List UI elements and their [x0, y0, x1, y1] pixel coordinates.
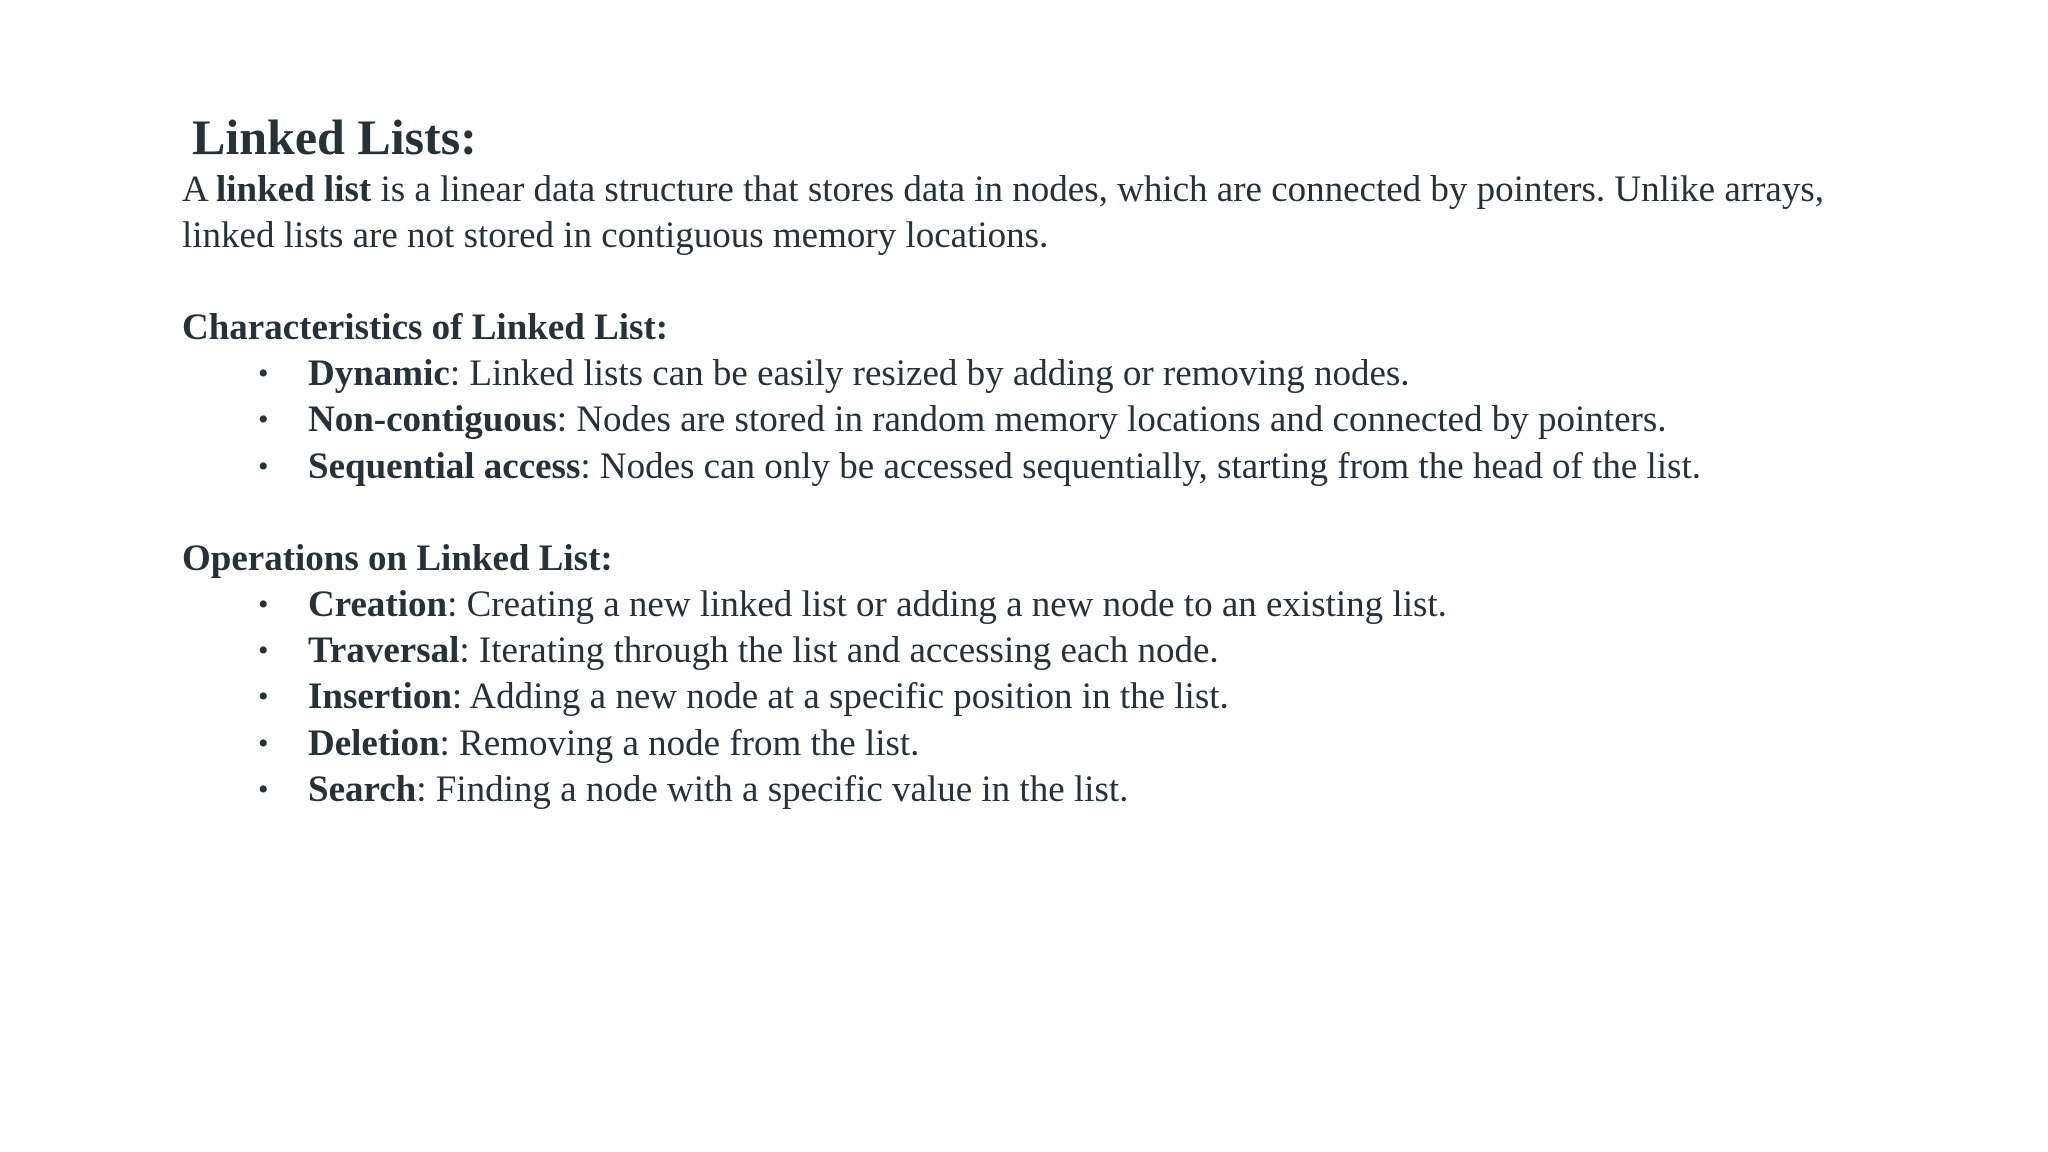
bullet-icon: •: [258, 773, 269, 807]
item-term: Search: [308, 769, 417, 811]
item-term: Creation: [308, 583, 448, 625]
item-description: : Nodes are stored in random memory locations and connected by pointers.: [556, 399, 1667, 441]
bullet-icon: •: [258, 357, 269, 390]
item-term: Traversal: [308, 630, 460, 672]
item-description: : Removing a node from the list.: [439, 722, 920, 764]
slide-content: [182, 105, 1922, 813]
slide-title: Linked Lists:: [192, 109, 477, 165]
item-term: Insertion: [308, 676, 452, 718]
list-item: [182, 582, 1922, 628]
item-term: Sequential access: [308, 445, 581, 487]
bullet-icon: •: [258, 634, 269, 668]
item-description: : Iterating through the list and accessing each node.: [459, 630, 1219, 672]
characteristics-list: [182, 351, 1922, 490]
list-item: [182, 351, 1922, 397]
characteristics-heading: Characteristics of Linked List:: [182, 307, 669, 348]
list-item: [182, 628, 1922, 674]
list-item: [182, 397, 1922, 443]
item-description: : Finding a node with a specific value in the list.: [416, 769, 1129, 811]
item-term: Non-contiguous: [308, 399, 557, 441]
item-description: : Nodes can only be accessed sequentially, starting from the head of the list.: [580, 445, 1701, 487]
item-description: : Adding a new node at a specific position in the list.: [451, 676, 1229, 718]
list-item: [182, 444, 1922, 490]
intro-rest: is a linear data structure that stores data in nodes, which are connected by pointers. Unlike arrays, linked lists are not stored in contiguous memory locations.: [182, 169, 1824, 256]
intro-prefix: A: [182, 169, 216, 210]
item-description: : Creating a new linked list or adding a new node to an existing list.: [447, 583, 1447, 625]
item-description: : Linked lists can be easily resized by adding or removing nodes.: [449, 353, 1410, 394]
item-term: Deletion: [308, 722, 440, 764]
bullet-icon: •: [258, 726, 269, 760]
item-term: Dynamic: [308, 353, 450, 394]
list-item: [182, 674, 1922, 720]
bullet-icon: •: [258, 587, 269, 621]
intro-paragraph: [182, 167, 1922, 259]
operations-heading: Operations on Linked List:: [182, 537, 613, 579]
bullet-icon: •: [258, 680, 269, 714]
operations-list: [182, 582, 1922, 813]
bullet-icon: •: [258, 449, 269, 483]
list-item: [182, 767, 1922, 813]
bullet-icon: •: [258, 403, 269, 437]
intro-term: linked list: [215, 169, 372, 210]
list-item: [182, 721, 1922, 767]
